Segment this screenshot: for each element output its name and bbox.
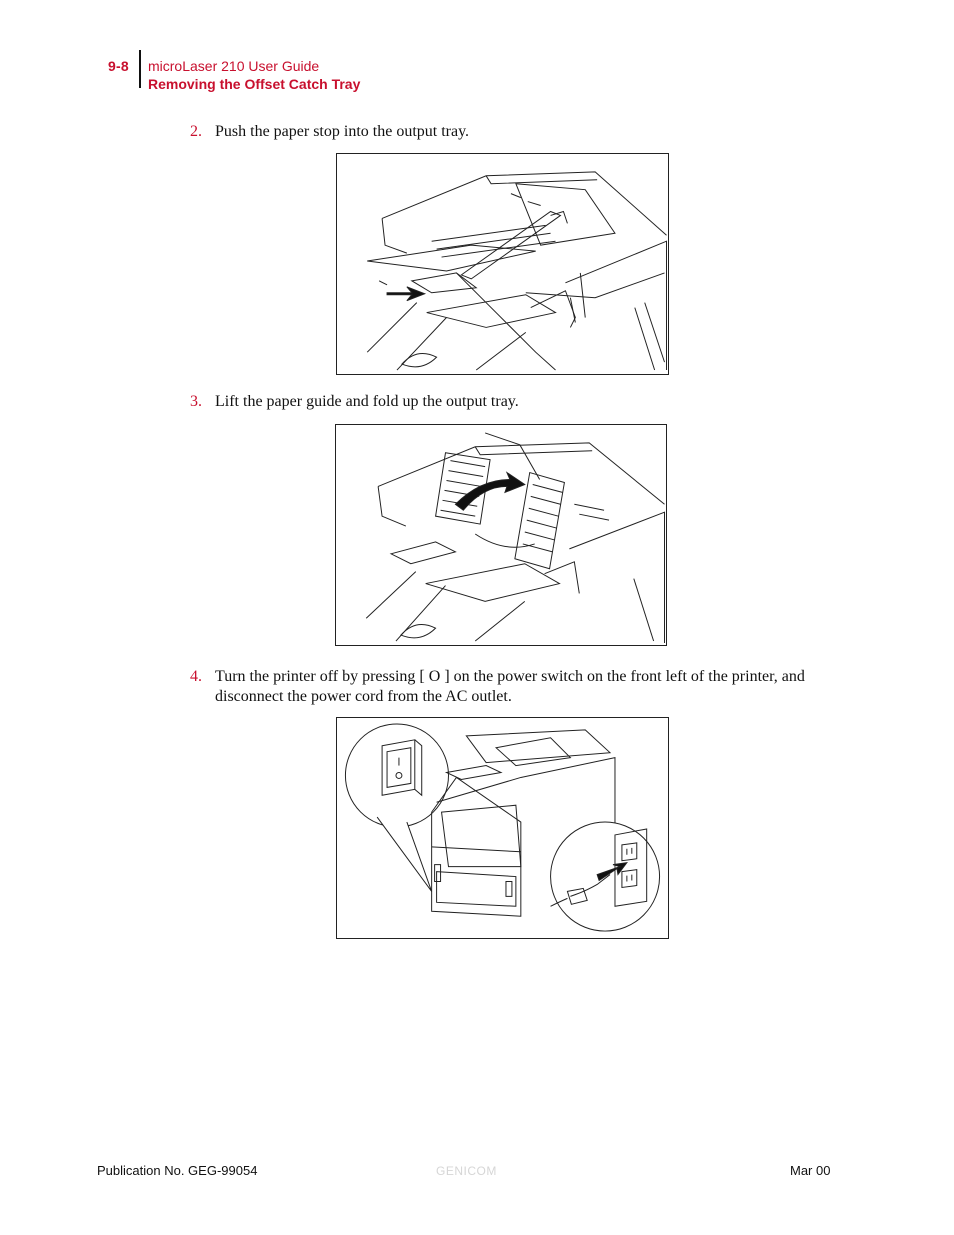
- step-2: [190, 122, 840, 142]
- page-number: 9-8: [108, 58, 129, 74]
- page-header: [0, 0, 954, 100]
- printer-tray-illustration: [336, 425, 666, 645]
- figure-push-paper-stop: [336, 153, 669, 375]
- step-number: 4.: [190, 668, 202, 685]
- figure-power-off: [336, 717, 669, 939]
- step-text: Push the paper stop into the output tray.: [215, 123, 470, 140]
- step-3: [190, 392, 840, 412]
- section-title: Removing the Offset Catch Tray: [148, 76, 361, 92]
- step-number: 2.: [190, 123, 202, 140]
- brand-watermark: GENICOM: [436, 1164, 497, 1178]
- page-footer: [0, 1150, 954, 1190]
- printer-power-illustration: [337, 718, 668, 938]
- printer-top-illustration: [337, 154, 668, 374]
- guide-title: microLaser 210 User Guide: [148, 58, 320, 74]
- step-text: Lift the paper guide and fold up the output tray.: [215, 393, 519, 410]
- figure-fold-up-tray: [335, 424, 667, 646]
- publication-number: Publication No. GEG-99054: [97, 1163, 258, 1178]
- step-number: 3.: [190, 393, 202, 410]
- publication-date: Mar 00: [790, 1163, 831, 1178]
- header-divider: [139, 50, 141, 88]
- step-4: [190, 667, 840, 707]
- step-text: Turn the printer off by pressing [ O ] on the power switch on the front left of the printer, and disconnect the power cord from the AC outlet.: [215, 668, 805, 705]
